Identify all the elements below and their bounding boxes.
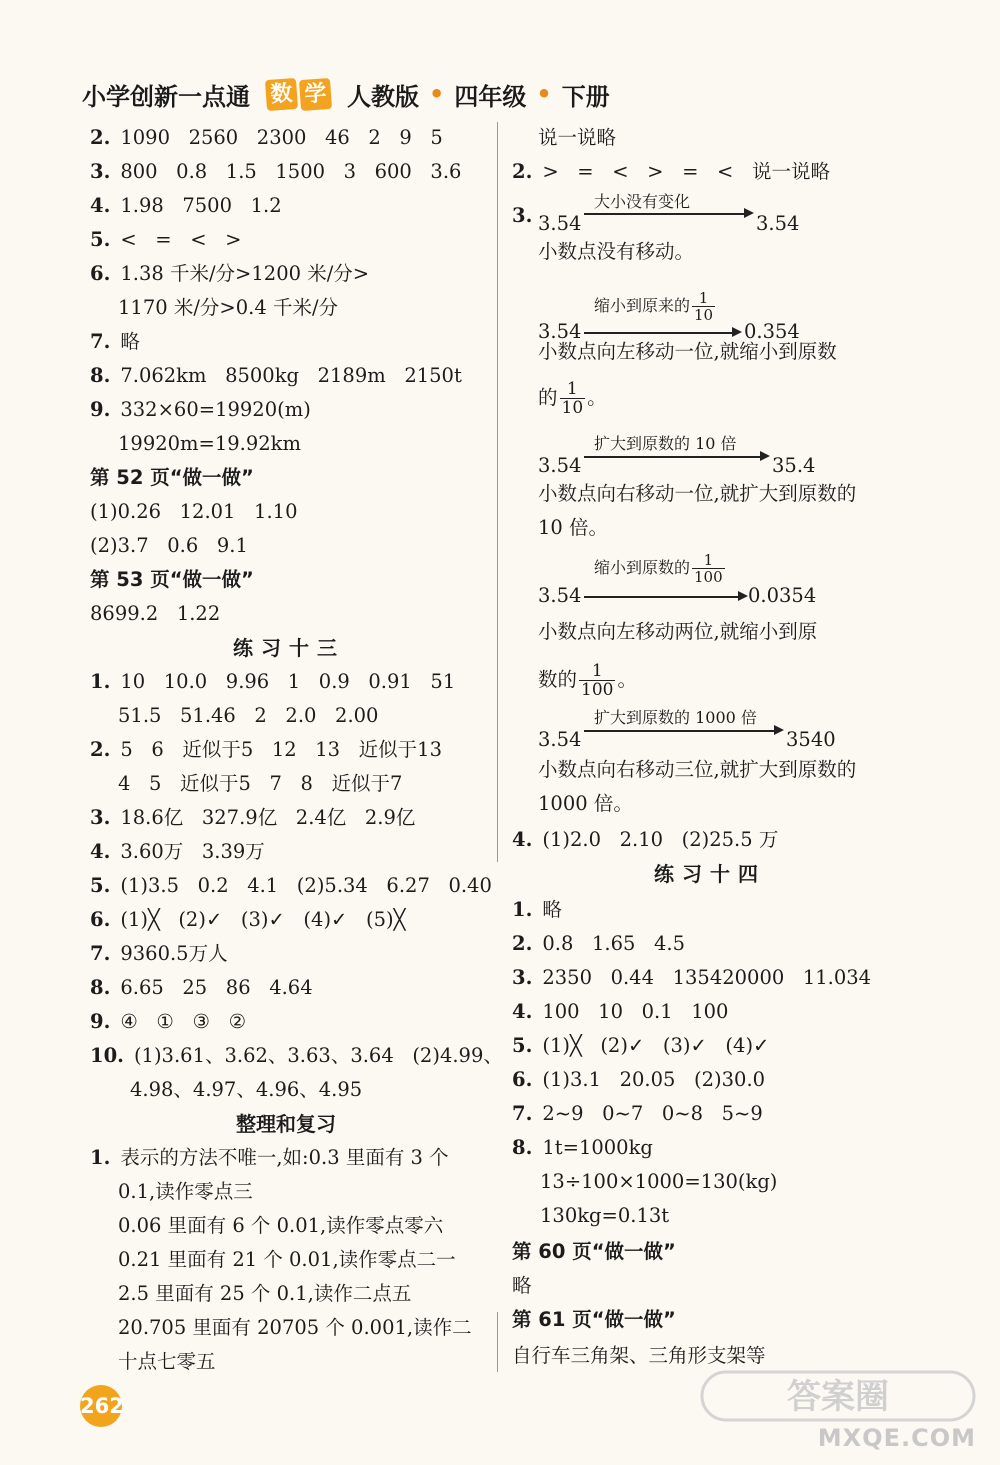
answer-line: 2. > = < > = < 说一说略 [512, 160, 830, 183]
answer-line: 4. 100 10 0.1 100 [512, 1000, 729, 1023]
answer-line: 8. 1t=1000kg [512, 1136, 653, 1159]
answer-line: 2.5 里面有 25 个 0.1,读作二点五 [118, 1282, 412, 1305]
answer-line: (2)3.7 0.6 9.1 [90, 534, 248, 557]
volume-label: 下册 [561, 82, 610, 111]
explanation-line: 数的 $\frac{1}{100}$ 。 [538, 661, 637, 700]
answer-line: 20.705 里面有 20705 个 0.001,读作二 [118, 1316, 472, 1339]
column-divider [497, 1312, 498, 1372]
arrow-label: 缩小到原数的 $\frac{1}{100}$ [594, 551, 723, 586]
answer-line: 10. (1)3.61、3.62、3.63、3.64 (2)4.99、 [90, 1044, 503, 1067]
answer-line: 5. < = < > [90, 228, 242, 251]
answer-line: 8. 7.062km 8500kg 2189m 2150t [90, 364, 462, 387]
answer-line: 1. 10 10.0 9.96 1 0.9 0.91 51 [90, 670, 456, 693]
arrow-label: 扩大到原数的 1000 倍 [594, 708, 757, 727]
answer-line: 3. 800 0.8 1.5 1500 3 600 3.6 [90, 160, 462, 183]
answer-line: 7. 9360.5万人 [90, 942, 228, 965]
watermark-logo [698, 1366, 978, 1424]
watermark [696, 1366, 986, 1456]
answer-line: 4. (1)2.0 2.10 (2)25.5 万 [512, 828, 779, 851]
answer-line: 3. 2350 0.44 135420000 11.034 [512, 966, 872, 989]
arrow-from-value: 3.54 [538, 320, 582, 343]
arrow-head-icon [760, 451, 770, 461]
separator-dot: • [429, 80, 445, 108]
arrow-from-value: 3.54 [538, 212, 582, 235]
arrow-transform-3 [538, 420, 968, 480]
section-heading-review: 整理和复习 [236, 1112, 336, 1136]
answer-line: 2. 5 6 近似于5 12 13 近似于13 [90, 738, 442, 761]
answer-line: 说一说略 [538, 126, 617, 149]
page-number-badge: 262 [80, 1385, 122, 1427]
subject-badge-char-1: 数 [265, 77, 298, 110]
answer-line: 2. 0.8 1.65 4.5 [512, 932, 685, 955]
section-heading-exercise-14: 练习十四 [654, 862, 766, 886]
answer-line: 130kg=0.13t [540, 1204, 670, 1227]
answer-line: 0.1,读作零点三 [118, 1180, 253, 1203]
arrow-to-value: 0.0354 [748, 584, 817, 607]
answer-line: 8. 6.65 25 86 4.64 [90, 976, 313, 999]
watermark-logo-text: 答案圈 [787, 1377, 889, 1417]
arrow-from-value: 3.54 [538, 728, 582, 751]
explanation-line: 1000 倍。 [538, 792, 633, 815]
answer-line: 7. 2~9 0~7 0~8 5~9 [512, 1102, 763, 1125]
watermark-url: MXQE.COM [817, 1424, 976, 1452]
section-heading-exercise-13: 练习十三 [233, 636, 345, 660]
answer-line: 4. 1.98 7500 1.2 [90, 194, 282, 217]
edition-label: 人教版 [347, 82, 419, 111]
explanation-line: 的 $\frac{1}{10}$ 。 [538, 379, 607, 418]
arrow-label: 扩大到原数的 10 倍 [594, 434, 737, 453]
explanation-line: 小数点没有移动。 [538, 240, 695, 263]
answer-line: 6. 1.38 千米/分>1200 米/分> [90, 262, 370, 285]
arrow-label: 缩小到原来的 $\frac{1}{10}$ [594, 289, 714, 324]
explanation-line: 小数点向左移动一位,就缩小到原数 [538, 340, 837, 363]
answer-line: 十点七零五 [118, 1350, 216, 1373]
answer-line: 0.06 里面有 6 个 0.01,读作零点零六 [118, 1214, 444, 1237]
arrow-to-value: 3540 [786, 728, 836, 751]
arrow-line [584, 730, 776, 732]
section-heading-p60: 第 60 页“做一做” [512, 1240, 676, 1263]
answer-line: 3. 18.6亿 327.9亿 2.4亿 2.9亿 [90, 806, 416, 829]
answer-line: 5. (1)3.5 0.2 4.1 (2)5.34 6.27 0.40 [90, 874, 492, 897]
arrow-line [584, 213, 746, 215]
arrow-line [584, 596, 740, 598]
page-header [82, 74, 610, 114]
arrow-line [584, 332, 734, 334]
answer-line: 2. 1090 2560 2300 46 2 9 5 [90, 126, 443, 149]
arrow-head-icon [774, 725, 784, 735]
answer-line: 5. (1)╳ (2)✓ (3)✓ (4)✓ [512, 1034, 770, 1057]
answer-line: 4.98、4.97、4.96、4.95 [130, 1078, 363, 1101]
arrow-label: 大小没有变化 [594, 192, 691, 211]
answer-line: 4 5 近似于5 7 8 近似于7 [118, 772, 403, 795]
explanation-line: 小数点向左移动两位,就缩小到原 [538, 620, 818, 643]
answer-line: 略 [512, 1274, 532, 1297]
arrow-to-value: 0.354 [744, 320, 800, 343]
grade-label: 四年级 [454, 82, 527, 111]
answer-line: 0.21 里面有 21 个 0.01,读作零点二一 [118, 1248, 456, 1271]
answer-line: 13÷100×1000=130(kg) [540, 1170, 778, 1193]
answer-line: 1. 略 [512, 898, 562, 921]
section-heading-p61: 第 61 页“做一做” [512, 1308, 676, 1331]
answer-line: 19920m=19.92km [118, 432, 301, 455]
arrow-transform-4 [538, 550, 968, 610]
answer-line: 6. (1)╳ (2)✓ (3)✓ (4)✓ (5)╳ [90, 908, 406, 931]
arrow-head-icon [744, 208, 754, 218]
arrow-head-icon [738, 591, 748, 601]
book-series-title: 小学创新一点通 [82, 82, 250, 111]
answer-line: 51.5 51.46 2 2.0 2.00 [118, 704, 379, 727]
section-heading-p53: 第 53 页“做一做” [90, 568, 254, 591]
subject-badge-char-2: 学 [299, 77, 332, 110]
column-divider [497, 122, 498, 862]
answer-line: 自行车三角架、三角形支架等 [512, 1344, 766, 1367]
answer-line: 8699.2 1.22 [90, 602, 221, 625]
answer-line: 9. ④ ① ③ ② [90, 1010, 247, 1033]
item-number: 3. [512, 204, 533, 227]
answer-line: (1)0.26 12.01 1.10 [90, 500, 298, 523]
arrow-from-value: 3.54 [538, 584, 582, 607]
arrow-transform-2 [538, 286, 968, 346]
answer-line: 1. 表示的方法不唯一,如:0.3 里面有 3 个 [90, 1146, 449, 1169]
separator-dot: • [536, 80, 552, 108]
answer-line: 9. 332×60=19920(m) [90, 398, 311, 421]
arrow-to-value: 3.54 [756, 212, 800, 235]
explanation-line: 10 倍。 [538, 516, 609, 539]
explanation-line: 小数点向右移动一位,就扩大到原数的 [538, 482, 857, 505]
arrow-transform-5 [538, 694, 968, 754]
arrow-head-icon [732, 327, 742, 337]
answer-line: 6. (1)3.1 20.05 (2)30.0 [512, 1068, 766, 1091]
arrow-transform-1 [538, 178, 968, 238]
section-heading-p52: 第 52 页“做一做” [90, 466, 254, 489]
arrow-from-value: 3.54 [538, 454, 582, 477]
answer-line: 1170 米/分>0.4 千米/分 [118, 296, 339, 319]
subject-badge [266, 79, 331, 110]
explanation-line: 小数点向右移动三位,就扩大到原数的 [538, 758, 857, 781]
answer-line: 4. 3.60万 3.39万 [90, 840, 265, 863]
answer-line: 7. 略 [90, 330, 140, 353]
arrow-to-value: 35.4 [772, 454, 816, 477]
arrow-line [584, 456, 762, 458]
